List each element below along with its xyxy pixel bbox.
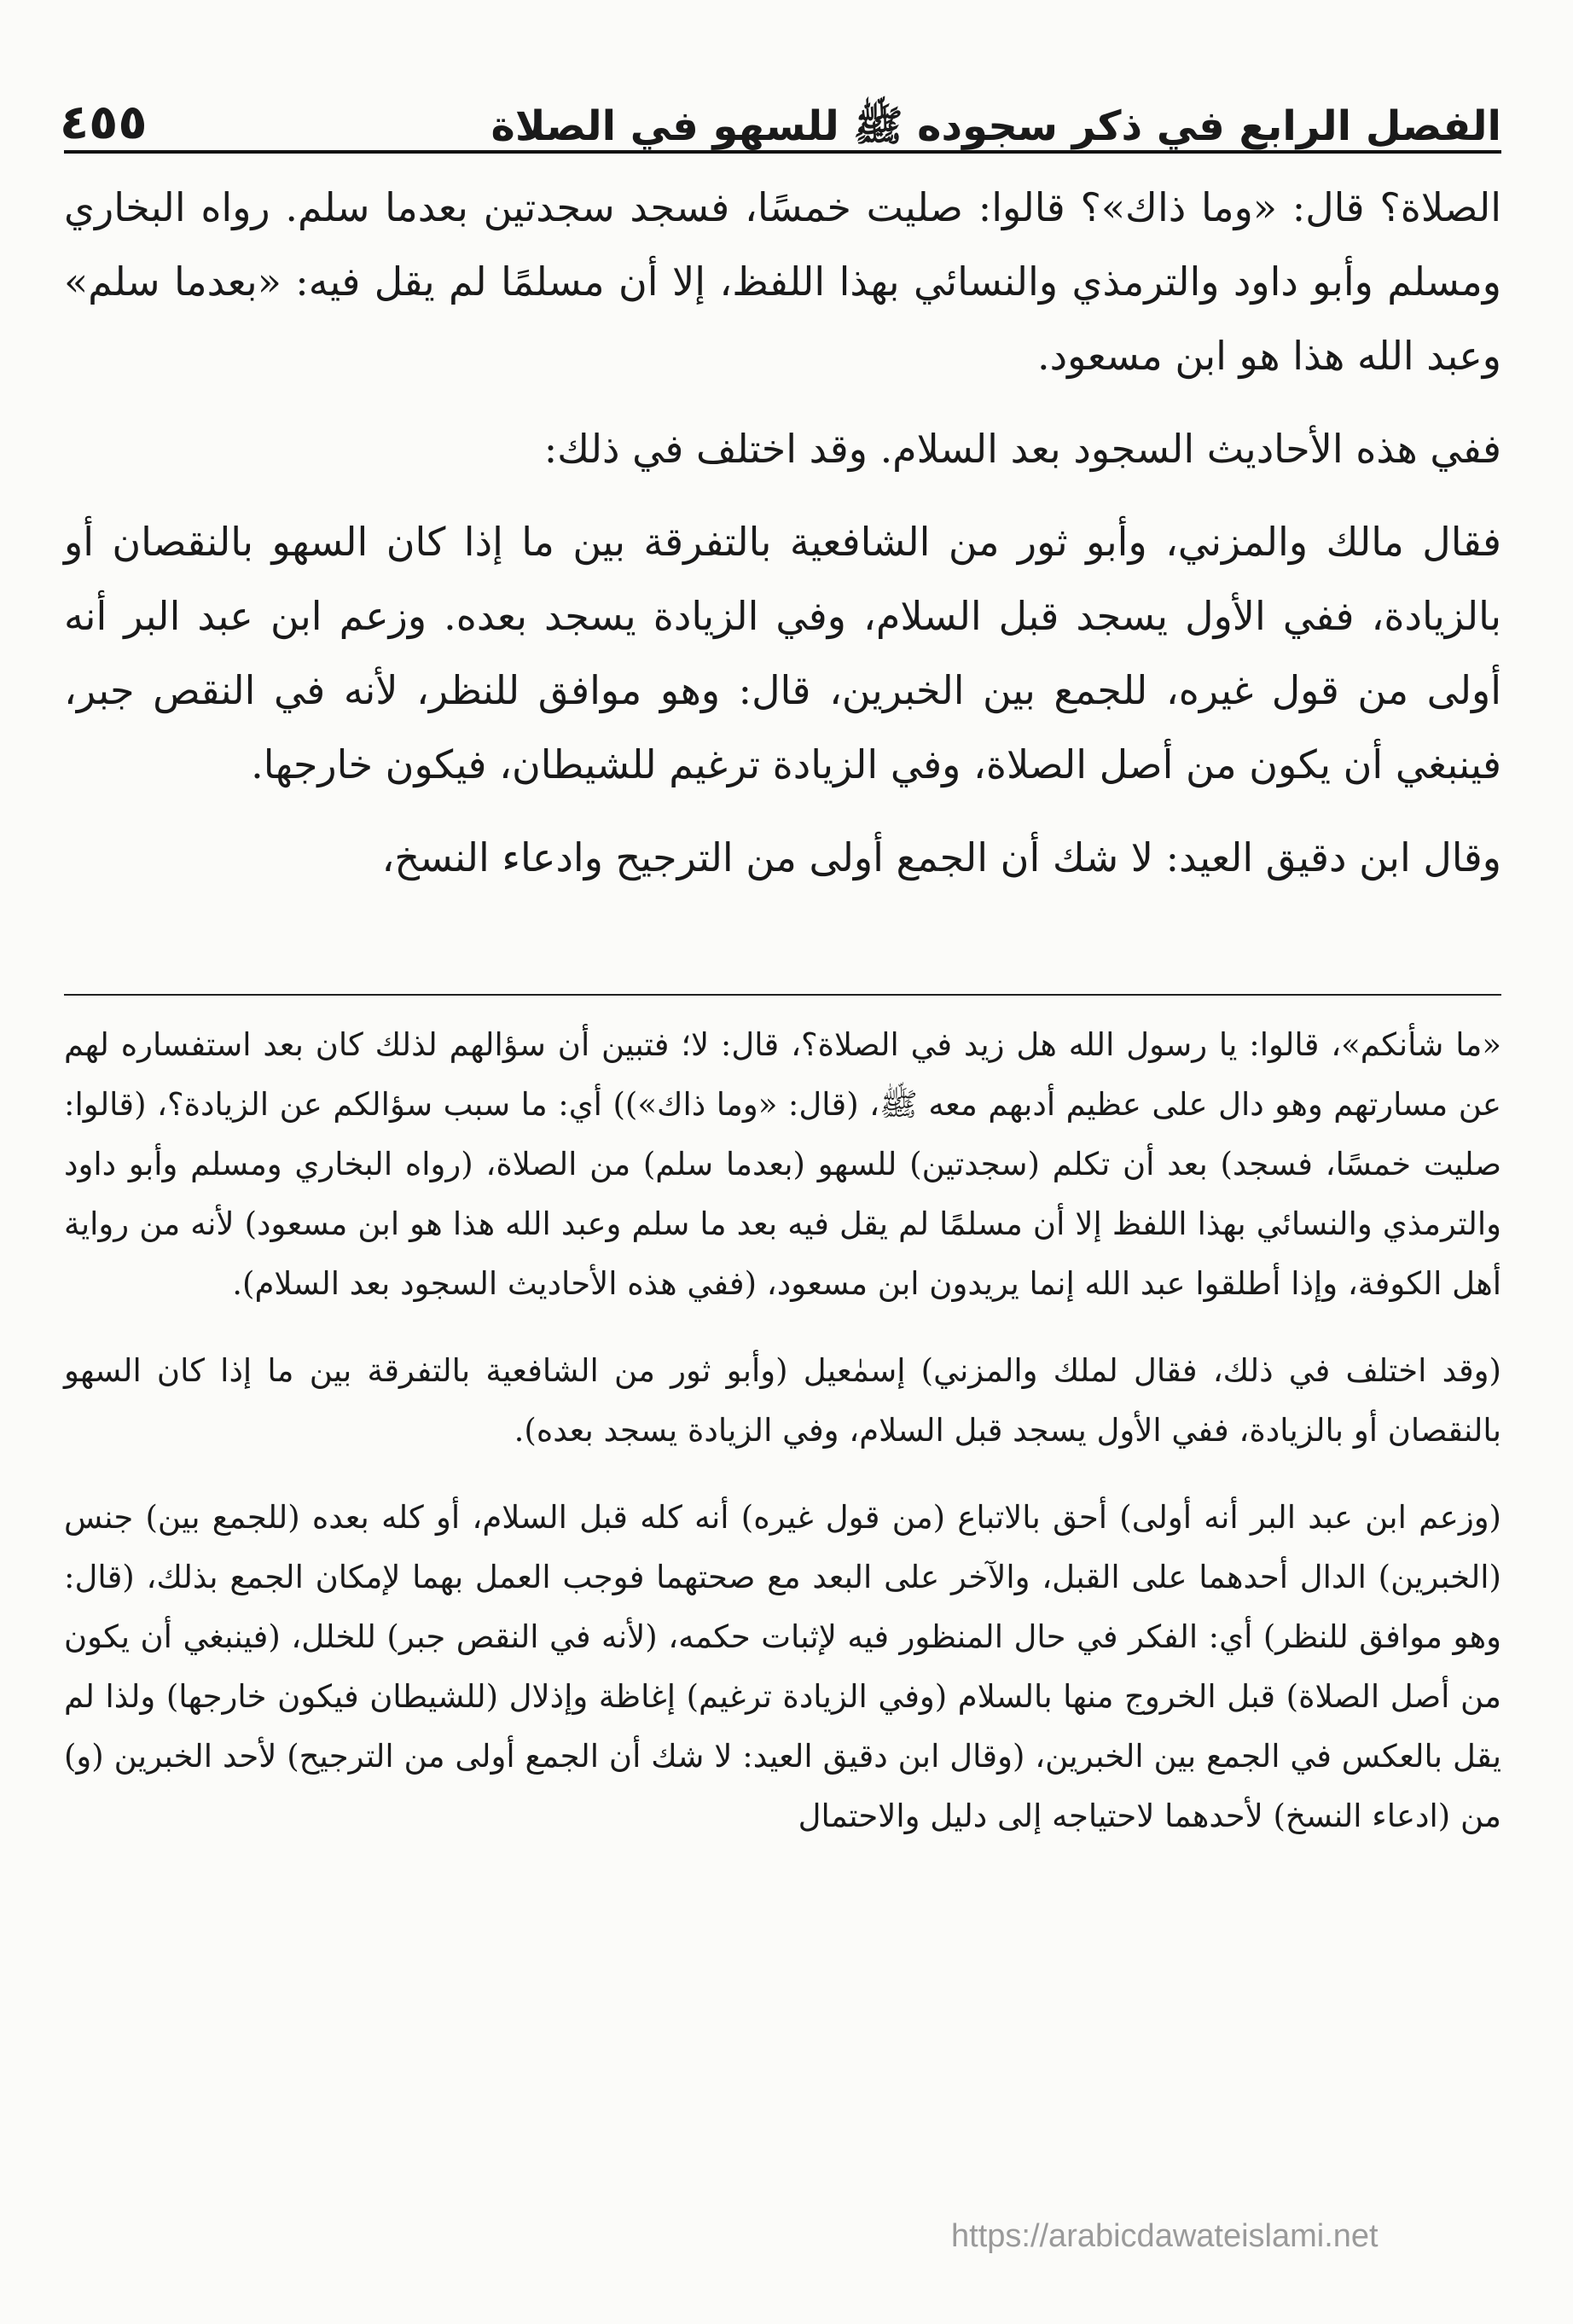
commentary-divider xyxy=(64,994,1501,996)
chapter-title: الفصل الرابع في ذكر سجوده ﷺ للسهو في الصلاة xyxy=(490,102,1501,150)
main-paragraph: ففي هذه الأحاديث السجود بعد السلام. وقد اختلف في ذلك: xyxy=(543,426,1501,472)
main-paragraph: الصلاة؟ قال: «وما ذاك»؟ قالوا: صليت خمسًا، فسجد سجدتين بعدما سلم. رواه البخاري ومسلم وأبو داود والترمذي والنسائي بهذا اللفظ، إلا أن مسلمًا لم يقل فيه: «بعدما سلم» وعبد الله هذا هو ابن مسعود. xyxy=(64,184,1501,379)
main-paragraph: فقال مالك والمزني، وأبو ثور من الشافعية بالتفرقة بين ما إذا كان السهو بالنقصان أو بالزيادة، ففي الأول يسجد قبل السلام، وفي الزيادة يسجد بعده. وزعم ابن عبد البر أنه أولى من قول غيره، للجمع بين الخبرين، قال: وهو موافق للنظر، لأنه في النقص جبر، فينبغي أن يكون من أصل الصلاة، وفي الزيادة ترغيم للشيطان، فيكون خارجها. xyxy=(64,519,1501,787)
watermark-url: https://arabicdawateislami.net xyxy=(951,2218,1379,2254)
commentary-text xyxy=(64,1015,1501,1874)
header-rule xyxy=(64,150,1501,154)
commentary-paragraph: «ما شأنكم»، قالوا: يا رسول الله هل زيد في الصلاة؟، قال: لا؛ فتبين أن سؤالهم لذلك كان بعد استفساره لهم عن مسارتهم وهو دال على عظيم أدبهم معه ﷺ، (قال: «وما ذاك»)) أي: ما سبب سؤالكم عن الزيادة؟، (قالوا: صليت خمسًا، فسجد) بعد أن تكلم (سجدتين) للسهو (بعدما سلم) من الصلاة، (رواه البخاري ومسلم وأبو داود والترمذي والنسائي بهذا اللفظ إلا أن مسلمًا لم يقل فيه بعد ما سلم وعبد الله هذا هو ابن مسعود) لأنه من رواية أهل الكوفة، وإذا أطلقوا عبد الله إنما يريدون ابن مسعود، (ففي هذه الأحاديث السجود بعد السلام). xyxy=(64,1026,1501,1302)
page-header xyxy=(60,53,1501,150)
main-text xyxy=(64,171,1501,914)
page-number: ٤٥٥ xyxy=(60,95,148,150)
main-paragraph: وقال ابن دقيق العيد: لا شك أن الجمع أولى من الترجيح وادعاء النسخ، xyxy=(381,834,1501,880)
commentary-paragraph: (وزعم ابن عبد البر أنه أولى) أحق بالاتباع (من قول غيره) أنه كله قبل السلام، أو كله بعده (للجمع بين) جنس (الخبرين) الدال أحدهما على القبل، والآخر على البعد مع صحتهما فوجب العمل بهما لإمكان الجمع بذلك، (قال: وهو موافق للنظر) أي: الفكر في حال المنظور فيه لإثبات حكمه، (لأنه في النقص جبر) للخلل، (فينبغي أن يكون من أصل الصلاة) قبل الخروج منها بالسلام (وفي الزيادة ترغيم) إغاظة وإذلال (للشيطان فيكون خارجها) ولذا لم يقل بالعكس في الجمع بين الخبرين، (وقال ابن دقيق العيد: لا شك أن الجمع أولى من الترجيح) لأحد الخبرين (و) من (ادعاء النسخ) لأحدهما لاحتياجه إلى دليل والاحتمال xyxy=(64,1499,1501,1834)
commentary-paragraph: (وقد اختلف في ذلك، فقال لملك والمزني) إسمٰعيل (وأبو ثور من الشافعية بالتفرقة بين ما إذا كان السهو بالنقصان أو بالزيادة، ففي الأول يسجد قبل السلام، وفي الزيادة يسجد بعده). xyxy=(64,1352,1501,1449)
